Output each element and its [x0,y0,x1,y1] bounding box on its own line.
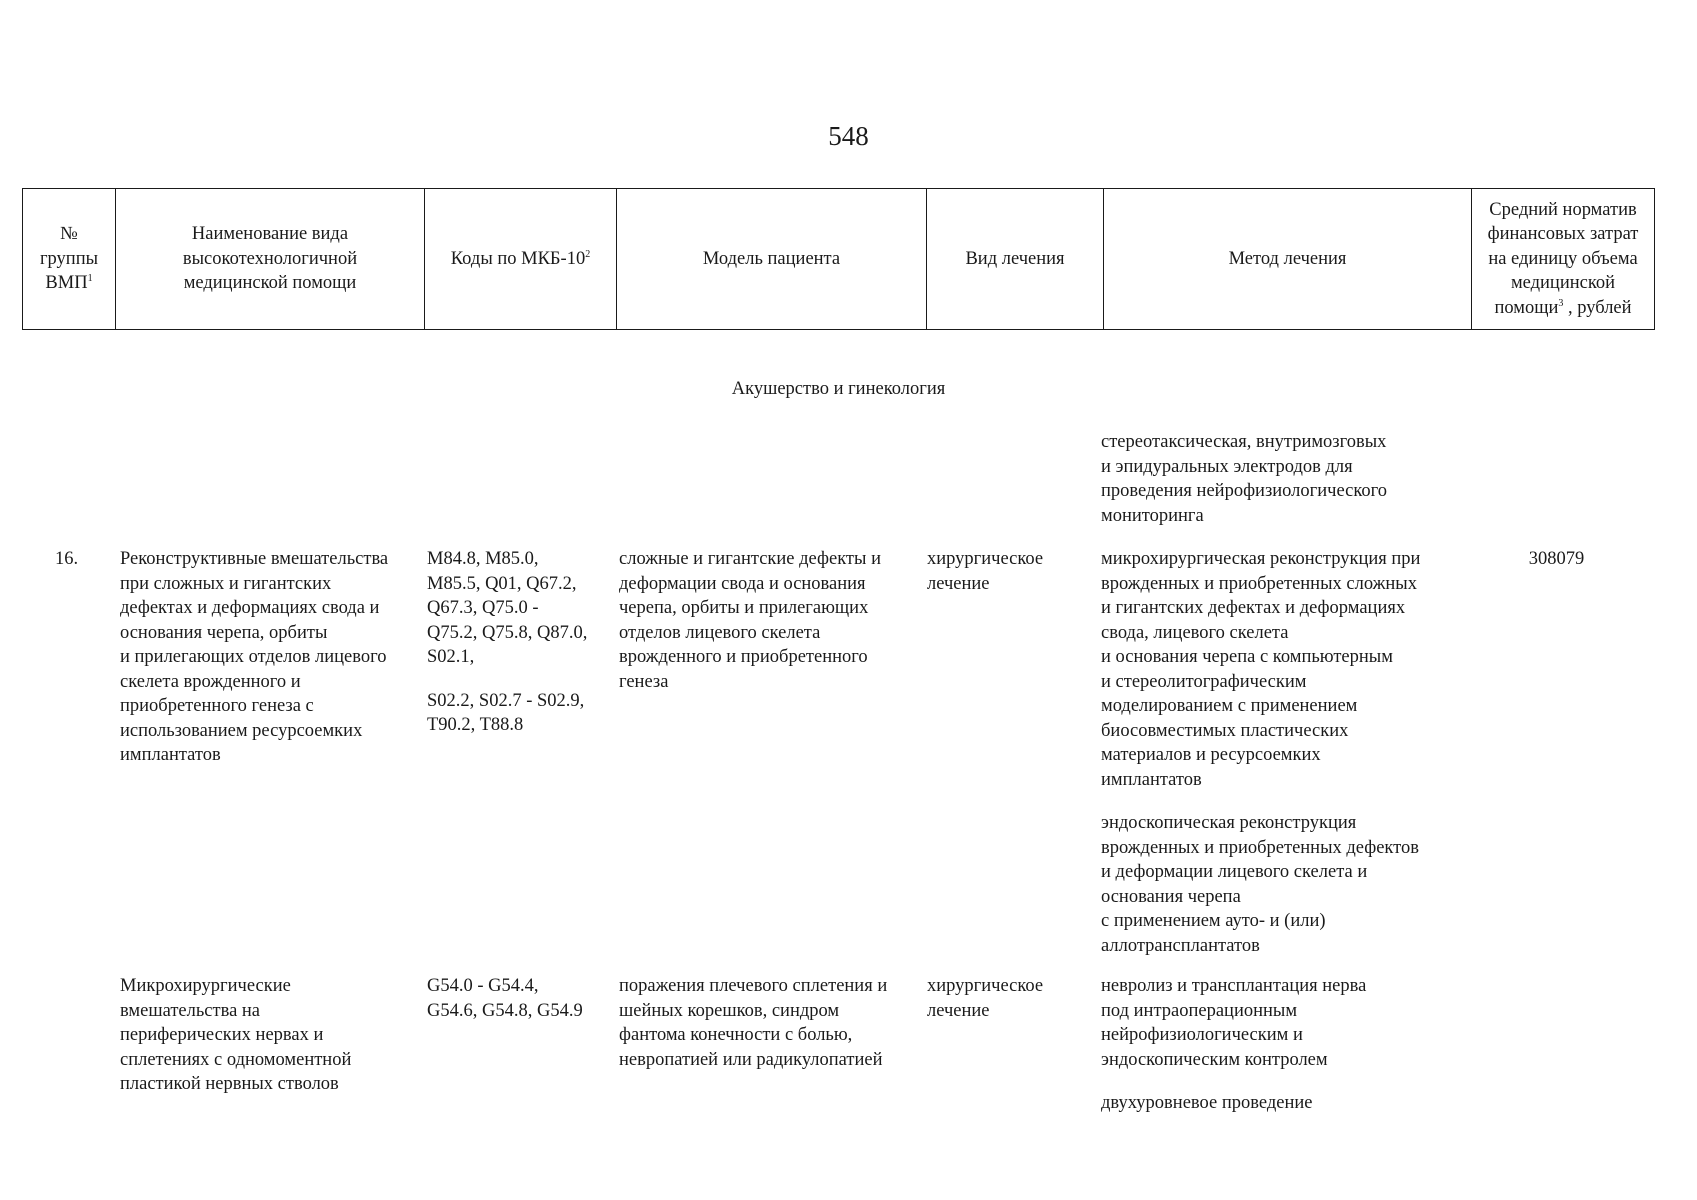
row16-icd-codes: M84.8, M85.0, M85.5, Q01, Q67.2, Q67.3, Q75.0 - Q75.2, Q75.8, Q87.0, S02.1, S02.2, S02.7 - S02.9, T90.2, T88.8 [427,549,588,735]
nerves-treatment-method: невролиз и трансплантация нерва под интраоперационным нейрофизиологическим и эндоскопическим контролем двухуровневое проведение [1101,976,1367,1113]
table-header [22,188,1655,330]
row16-care-name: Реконструктивные вмешательства при сложных и гигантских дефектах и деформациях свода и основания черепа, орбиты и прилегающих отделов лицевого скелета врожденного и приобретенного генеза с использованием ресурсоемких имплантатов [120,549,389,765]
row16-cost: 308079 [1528,549,1585,569]
nerves-patient-model: поражения плечевого сплетения и шейных корешков, синдром фантома конечности с болью, невропатией или радикулопатией [619,976,888,1070]
row16-treatment-method: микрохирургическая реконструкция при врожденных и приобретенных сложных и гигантских дефектах и деформациях свода, лицевого скелета и основания черепа с компьютерным и стереолитографическим моделированием с применением биосовместимых пластических материалов и ресурсоемких имплантатов эндоскопическая реконструкция врожденных и приобретенных дефектов и деформации лицевого скелета и основания черепа с применением ауто- и (или) аллотрансплантатов [1101,549,1421,956]
page-number: 548 [828,121,869,151]
header-care-name: Наименование вида высокотехнологичной медицинской помощи [116,189,425,330]
continuation-method: стереотаксическая, внутримозговых и эпидуральных электродов для проведения нейрофизиологического мониторинга [1101,432,1388,526]
header-group-number: № группы ВМП$^1$ [23,189,116,330]
row16-patient-model: сложные и гигантские дефекты и деформации свода и основания черепа, орбиты и прилегающих отделов лицевого скелета врожденного и приобретенного генеза [619,549,881,692]
section-title: Акушерство и гинекология [731,379,946,399]
header-icd-codes: Коды по МКБ-$10^2$ [425,189,617,330]
nerves-icd-codes: G54.0 - G54.4, G54.6, G54.8, G54.9 [427,976,583,1021]
nerves-care-name: Микрохирургические вмешательства на периферических нервах и сплетениях с одномоментной пластикой нервных стволов [120,976,352,1094]
header-treatment-method: Метод лечения [1104,189,1472,330]
row16-number: 16. [55,549,79,569]
row16-treatment-type: хирургическое лечение [927,549,1044,594]
header-cost: Средний норматив финансовых затрат на единицу объема медицинской помощи$^3$ , рублей [1472,189,1655,330]
header-treatment-type: Вид лечения [927,189,1104,330]
header-patient-model: Модель пациента [617,189,927,330]
nerves-treatment-type: хирургическое лечение [927,976,1044,1021]
